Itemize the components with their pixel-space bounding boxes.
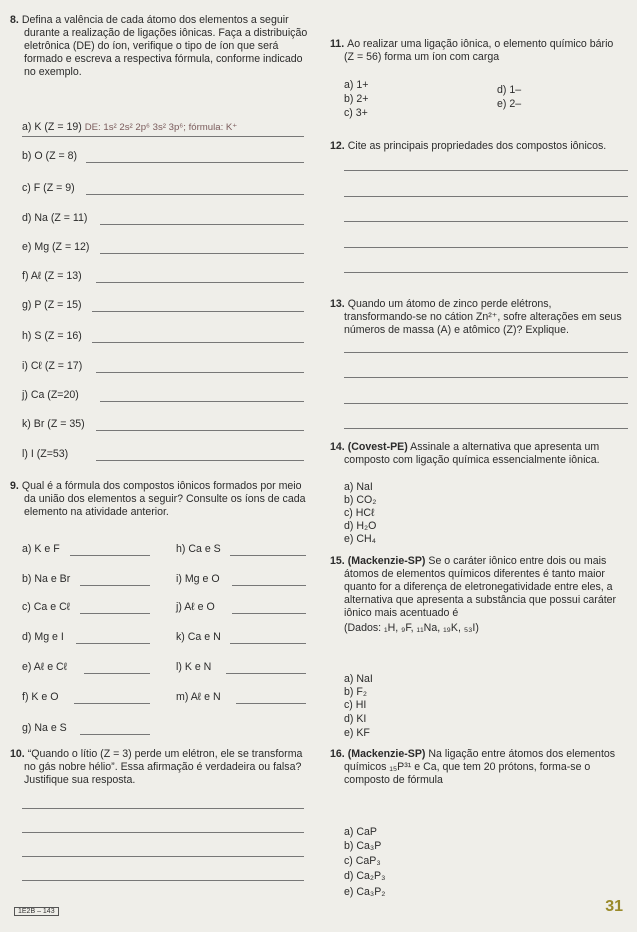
q8-item-j: j) Ca (Z=20)	[22, 389, 79, 401]
q9-pair-j: j) Aℓ e O	[176, 601, 215, 613]
q15-option-c[interactable]: c) HI	[344, 699, 367, 711]
q8-item-a-answer: DE: 1s² 2s² 2p⁶ 3s² 3p⁶; fórmula: K⁺	[84, 122, 238, 133]
answer-line[interactable]	[236, 703, 306, 704]
q8-item-i: i) Cℓ (Z = 17)	[22, 360, 83, 372]
q16-option-e[interactable]: e) Ca₃P₂	[344, 886, 386, 898]
answer-line[interactable]	[344, 403, 628, 404]
answer-line[interactable]	[344, 352, 628, 353]
question-16	[330, 748, 626, 787]
q11-option-d[interactable]: d) 1–	[497, 84, 522, 96]
question-14	[330, 441, 626, 467]
question-11-text: Ao realizar uma ligação iônica, o elemento químico bário (Z = 56) forma um íon com carga	[344, 38, 614, 63]
answer-line[interactable]	[344, 428, 628, 429]
q14-option-c[interactable]: c) HCℓ	[344, 507, 375, 519]
q8-item-e: e) Mg (Z = 12)	[22, 241, 90, 253]
answer-line[interactable]	[80, 585, 150, 586]
question-9-number: 9.	[10, 480, 19, 492]
answer-line[interactable]	[70, 555, 150, 556]
question-10-number: 10.	[10, 748, 25, 760]
question-9-text: Qual é a fórmula dos compostos iônicos formados por meio da união dos elementos a seguir? Consulte os íons de cada elemento na atividade anterior.	[21, 480, 306, 518]
q9-pair-l: l) K e N	[176, 661, 212, 673]
q11-option-b[interactable]: b) 2+	[344, 93, 369, 105]
question-9	[10, 480, 310, 519]
answer-line[interactable]	[230, 643, 306, 644]
q14-option-b[interactable]: b) CO₂	[344, 494, 377, 506]
q14-option-e[interactable]: e) CH₄	[344, 533, 376, 545]
answer-line[interactable]	[344, 247, 628, 248]
question-12-text: Cite as principais propriedades dos compostos iônicos.	[347, 140, 607, 152]
q8-item-d: d) Na (Z = 11)	[22, 212, 88, 224]
answer-line[interactable]	[344, 221, 628, 222]
question-8-number: 8.	[10, 14, 19, 26]
answer-line[interactable]	[344, 170, 628, 171]
answer-line[interactable]	[74, 703, 150, 704]
question-15	[330, 555, 626, 635]
q8-item-a: a) K (Z = 19) DE: 1s² 2s² 2p⁶ 3s² 3p⁶; fórmula: K⁺	[22, 121, 238, 133]
q9-pair-d: d) Mg e I	[22, 631, 64, 643]
question-11	[330, 38, 626, 64]
q9-pair-b: b) Na e Br	[22, 573, 71, 585]
answer-line[interactable]	[344, 272, 628, 273]
q8-item-b: b) O (Z = 8)	[22, 150, 78, 162]
q11-option-c[interactable]: c) 3+	[344, 107, 368, 119]
q16-option-d[interactable]: d) Ca₂P₃	[344, 870, 386, 882]
question-10-text: “Quando o lítio (Z = 3) perde um elétron, ele se transforma no gás nobre hélio”. Essa afirmação é verdadeira ou falsa? Justifique sua resposta.	[24, 748, 303, 786]
question-8-text: Defina a valência de cada átomo dos elementos a seguir durante a realização de ligações iônicas. Faça a distribuição eletrônica (DE) do íon, verifique o tipo de íon que será formado e escreva a respectiva fórmula, conforme indicado no exemplo.	[21, 14, 308, 78]
answer-line[interactable]	[84, 673, 150, 674]
q15-option-a[interactable]: a) NaI	[344, 673, 373, 685]
q16-option-b[interactable]: b) Ca₃P	[344, 840, 382, 852]
answer-line[interactable]	[22, 832, 304, 833]
answer-line[interactable]	[96, 460, 304, 461]
question-15-data: (Dados: ₁H, ₉F, ₁₁Na, ₁₉K, ₅₃I)	[344, 622, 479, 634]
answer-line[interactable]	[80, 734, 150, 735]
answer-line[interactable]	[232, 613, 306, 614]
q15-option-b[interactable]: b) F₂	[344, 686, 367, 698]
q9-pair-i: i) Mg e O	[176, 573, 220, 585]
answer-line[interactable]	[230, 555, 306, 556]
question-15-text: Se o caráter iônico entre dois ou mais átomos de elementos químicos diferentes é tanto maior quanto for a diferença de eletronegatividade entre eles, a alternativa que apresenta a substância que possui caráter iônico mais acentuado é	[344, 555, 617, 619]
answer-line[interactable]	[344, 377, 628, 378]
question-13	[330, 298, 626, 337]
question-16-number: 16.	[330, 748, 345, 760]
answer-line[interactable]	[22, 136, 304, 137]
question-16-text: Na ligação entre átomos dos elementos químicos ₁₅P³¹ e Ca, que tem 20 prótons, forma-se o composto de fórmula	[344, 748, 616, 786]
q8-item-h: h) S (Z = 16)	[22, 330, 82, 342]
question-14-text: Assinale a alternativa que apresenta um composto com ligação química essencialmente iônica.	[344, 441, 600, 466]
question-13-number: 13.	[330, 298, 345, 310]
answer-line[interactable]	[22, 880, 304, 881]
question-11-number: 11.	[330, 38, 345, 50]
answer-line[interactable]	[226, 673, 306, 674]
answer-line[interactable]	[22, 808, 304, 809]
q9-pair-c: c) Ca e Cℓ	[22, 601, 71, 613]
question-13-text: Quando um átomo de zinco perde elétrons, transformando-se no cátion Zn²⁺, sofre alterações em seus números de massa (A) e atômico (Z)? Explique.	[344, 298, 622, 336]
q9-pair-g: g) Na e S	[22, 722, 67, 734]
q14-option-a[interactable]: a) NaI	[344, 481, 373, 493]
question-15-number: 15.	[330, 555, 345, 567]
answer-line[interactable]	[96, 430, 304, 431]
question-12-number: 12.	[330, 140, 345, 152]
q15-option-d[interactable]: d) KI	[344, 713, 367, 725]
answer-line[interactable]	[100, 401, 304, 402]
footer-code: 1E2B – 143	[14, 907, 59, 916]
answer-line[interactable]	[344, 196, 628, 197]
q9-pair-k: k) Ca e N	[176, 631, 221, 643]
question-15-source: (Mackenzie-SP)	[347, 555, 426, 567]
q8-item-k: k) Br (Z = 35)	[22, 418, 85, 430]
page-number: 31	[605, 898, 623, 915]
q8-item-c: c) F (Z = 9)	[22, 182, 75, 194]
q9-pair-m: m) Aℓ e N	[176, 691, 221, 703]
answer-line[interactable]	[92, 342, 304, 343]
answer-line[interactable]	[96, 282, 304, 283]
answer-line[interactable]	[232, 585, 306, 586]
answer-line[interactable]	[100, 224, 304, 225]
q8-item-l: l) I (Z=53)	[22, 448, 69, 460]
answer-line[interactable]	[22, 856, 304, 857]
answer-line[interactable]	[92, 311, 304, 312]
q8-item-g: g) P (Z = 15)	[22, 299, 82, 311]
answer-line[interactable]	[80, 613, 150, 614]
q9-pair-a: a) K e F	[22, 543, 60, 555]
answer-line[interactable]	[96, 372, 304, 373]
question-12	[330, 140, 630, 153]
question-10	[10, 748, 310, 787]
answer-line[interactable]	[100, 253, 304, 254]
answer-line[interactable]	[86, 194, 304, 195]
q16-option-c[interactable]: c) CaP₃	[344, 855, 381, 867]
q11-option-a[interactable]: a) 1+	[344, 79, 369, 91]
q9-pair-h: h) Ca e S	[176, 543, 221, 555]
answer-line[interactable]	[86, 162, 304, 163]
q16-option-a[interactable]: a) CaP	[344, 826, 377, 838]
question-14-number: 14.	[330, 441, 345, 453]
q8-item-f: f) Aℓ (Z = 13)	[22, 270, 82, 282]
q9-pair-e: e) Aℓ e Cℓ	[22, 661, 68, 673]
question-16-source: (Mackenzie-SP)	[347, 748, 426, 760]
question-14-source: (Covest-PE)	[347, 441, 408, 453]
q11-option-e[interactable]: e) 2–	[497, 98, 522, 110]
q14-option-d[interactable]: d) H₂O	[344, 520, 377, 532]
q9-pair-f: f) K e O	[22, 691, 59, 703]
question-8	[10, 14, 310, 79]
answer-line[interactable]	[76, 643, 150, 644]
q15-option-e[interactable]: e) KF	[344, 727, 370, 739]
